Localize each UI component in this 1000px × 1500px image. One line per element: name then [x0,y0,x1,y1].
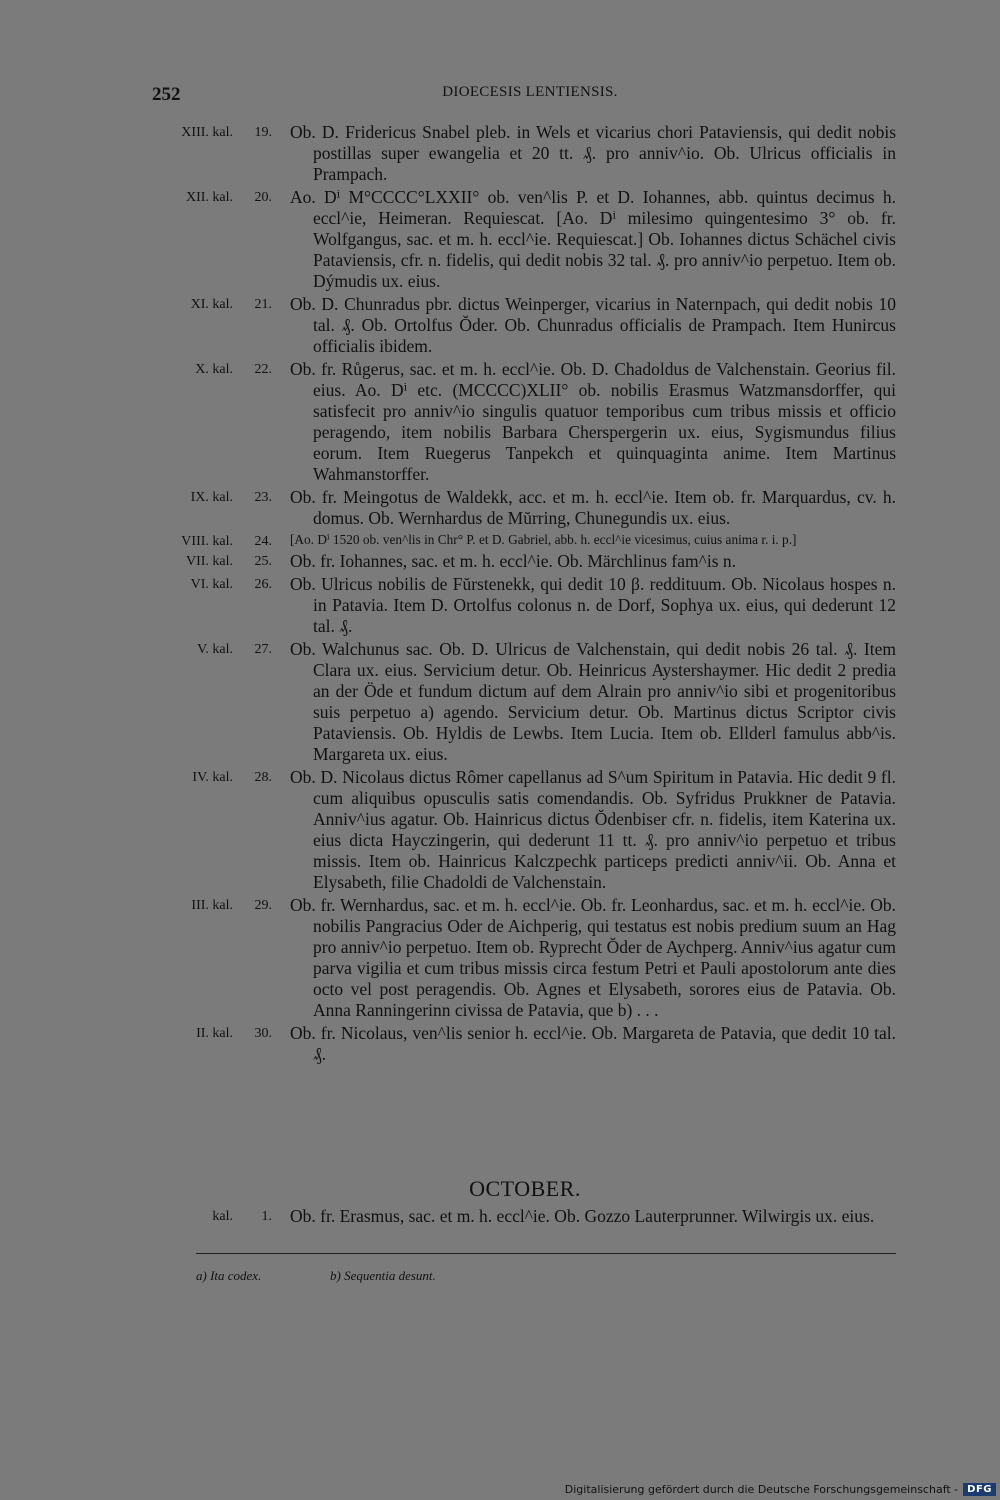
dfg-logo-icon: DFG [963,1483,996,1496]
calendar-entry [0,531,1000,549]
entry-number: 24. [254,534,272,549]
entry-day: VIII. kal. [181,534,233,549]
calendar-entry [0,1206,1000,1227]
entries-list [0,122,1000,1067]
entry-number: 30. [254,1026,272,1041]
calendar-entry [0,767,1000,893]
entry-day: X. kal. [195,362,233,377]
entry-number: 1. [261,1209,272,1224]
calendar-entry [0,359,1000,485]
entry-text: Ob. fr. Erasmus, sac. et m. h. eccl^ie. Ob. Gozzo Lauterprunner. Wilwirgis ux. eius. [290,1206,875,1226]
calendar-entry [0,639,1000,765]
calendar-entry [0,1023,1000,1065]
entry-number: 29. [254,898,272,913]
footnote-rule [196,1253,896,1254]
entry-day: kal. [212,1209,233,1224]
entry-number: 20. [254,190,272,205]
calendar-entry [0,122,1000,185]
entry-text: Ob. D. Chunradus pbr. dictus Weinperger, vicarius in Naternpach, qui dedit nobis 10 tal. ₰. Ob. Ortolfus Ŏder. Ob. Chunradus officialis de Prampach. Item Hunircus officialis ibidem. [290,294,896,356]
entry-number: 21. [254,297,272,312]
entry-text: Ob. fr. Wernhardus, sac. et m. h. eccl^ie. Ob. fr. Leonhardus, sac. et m. h. eccl^ie. Ob. nobilis Pangracius Oder de Aichperig, qui testatus est nobis predium suum an Hag pro anniv^io perpetuo. Item ob. Ryprecht Ŏder de Aychperg. Anniv^ius agatur cum parva vigilia et cum tribus missis circa festum Petri et Pauli apostolorum ante dies octo vel post peragendis. Ob. Agnes et Elysabeth, sorores eius de Patavia. Ob. Anna Ranningerinn civissa de Patavia, que b) . . . [290,895,896,1020]
entry-text: Ob. fr. Nicolaus, ven^lis senior h. eccl^ie. Ob. Margareta de Patavia, que dedit 10 tal. ₰. [290,1023,896,1064]
calendar-entry [0,294,1000,357]
entry-day: II. kal. [196,1026,233,1041]
page-number: 252 [152,84,181,105]
funding-footer [565,1483,996,1496]
calendar-entry [0,551,1000,572]
entry-day: XI. kal. [190,297,233,312]
footnote-a: a) Ita codex. [196,1268,262,1283]
entry-day: V. kal. [197,642,233,657]
footnote-b: b) Sequentia desunt. [330,1268,436,1283]
calendar-entry [0,487,1000,529]
entry-day: III. kal. [191,898,233,913]
entry-number: 26. [254,577,272,592]
entry-text: Ob. fr. Iohannes, sac. et m. h. eccl^ie. Ob. Märchlinus fam^is n. [290,551,737,571]
entry-day: IV. kal. [192,770,233,785]
entry-number: 27. [254,642,272,657]
month-heading: OCTOBER. [469,1176,581,1201]
calendar-entry [0,574,1000,637]
entry-day: VII. kal. [185,554,233,569]
calendar-entry [0,895,1000,1021]
entry-text: Ob. fr. Meingotus de Waldekk, acc. et m. h. eccl^ie. Item ob. fr. Marquardus, cv. h. domus. Ob. Wernhardus de Mŭrring, Chunegundis ux. eius. [290,487,896,528]
entry-text: Ob. Walchunus sac. Ob. D. Ulricus de Valchenstain, qui dedit nobis 26 tal. ₰. Item Clara ux. eius. Servicium detur. Ob. Heinricus Aystershaymer. Hic dedit 2 predia an der Öde et fundum dictum auf dem Alrain pro anniv^io sibi et progenitoribus suis perpetuo a) agendo. Servicium detur. Ob. Martinus dictus Scriptor civis Pataviensis. Ob. Hyldis de Lewbs. Item Lucia. Item ob. Ellderl famulus abb^is. Margareta ux. eius. [290,639,896,764]
entry-day: XIII. kal. [181,125,233,140]
calendar-entry [0,187,1000,292]
entry-number: 28. [254,770,272,785]
entry-number: 22. [254,362,272,377]
entry-number: 19. [254,125,272,140]
entry-text: Ob. fr. Růgerus, sac. et m. h. eccl^ie. Ob. D. Chadoldus de Valchenstain. Georius fil. eius. Ao. Dⁱ etc. (MCCCC)XLII° ob. nobilis Erasmus Watzmansdorffer, qui satisfecit pro anniv^io singulis quatuor temporibus cum tribus missis et officio peragendo, item nobilis Barbara Cherspergerin ux. eius, Sygismundus filius eorum. Item Ruegerus Tanpekch et quinquaginta anime. Item Martinus Wahmanstorffer. [290,359,896,484]
funding-text: Digitalisierung gefördert durch die Deutsche Forschungsgemeinschaft - [564,1483,959,1496]
entry-text: Ob. Ulricus nobilis de Fŭrstenekk, qui dedit 10 β. reddituum. Ob. Nicolaus hospes n. in Patavia. Item D. Ortolfus colonus n. de Dorf, Sophya ux. eius, qui dederunt 12 tal. ₰. [290,574,896,636]
entry-day: IX. kal. [190,490,233,505]
running-head: DIOECESIS LENTIENSIS. [442,84,618,100]
entry-day: XII. kal. [185,190,233,205]
entry-text: Ob. D. Fridericus Snabel pleb. in Wels et vicarius chori Pataviensis, qui dedit nobis postillas super ewangelia et 20 tt. ₰. pro anniv^io. Ob. Ulricus officialis in Prampach. [290,122,896,184]
entry-text: Ao. Dⁱ M°CCCC°LXXII° ob. ven^lis P. et D. Iohannes, abb. quintus decimus h. eccl^ie, Heimeran. Requiescat. [Ao. Dⁱ milesimo quingentesimo 3° ob. fr. Wolfgangus, sac. et m. h. eccl^ie. Requiescat.] Ob. Iohannes dictus Schächel civis Pataviensis, cfr. n. fidelis, qui dedit nobis 32 tal. ₰. pro anniv^io perpetuo. Item ob. Dýmudis ux. eius. [290,187,896,291]
entry-day: VI. kal. [190,577,233,592]
entry-text: [Ao. Dⁱ 1520 ob. ven^lis in Chr° P. et D. Gabriel, abb. h. eccl^ie vicesimus, cuius anima r. i. p.] [290,532,797,547]
entry-number: 23. [254,490,272,505]
entry-number: 25. [254,554,272,569]
entry-text: Ob. D. Nicolaus dictus Rômer capellanus ad S^um Spiritum in Patavia. Hic dedit 9 fl. cum aliquibus opusculis satis comendandis. Ob. Syfridus Prukkner de Patavia. Anniv^ius agatur. Ob. Hainricus dictus Ŏdenbiser cfr. n. fidelis, item Katerina ux. eius dicta Hayczingerin, qui dederunt 11 tt. ₰. pro anniv^io perpetuo et tribus missis. Item ob. Hainricus Kalczpechk particeps predicti anniv^ii. Ob. Anna et Elysabeth, filie Chadoldi de Valchenstain. [290,767,896,892]
